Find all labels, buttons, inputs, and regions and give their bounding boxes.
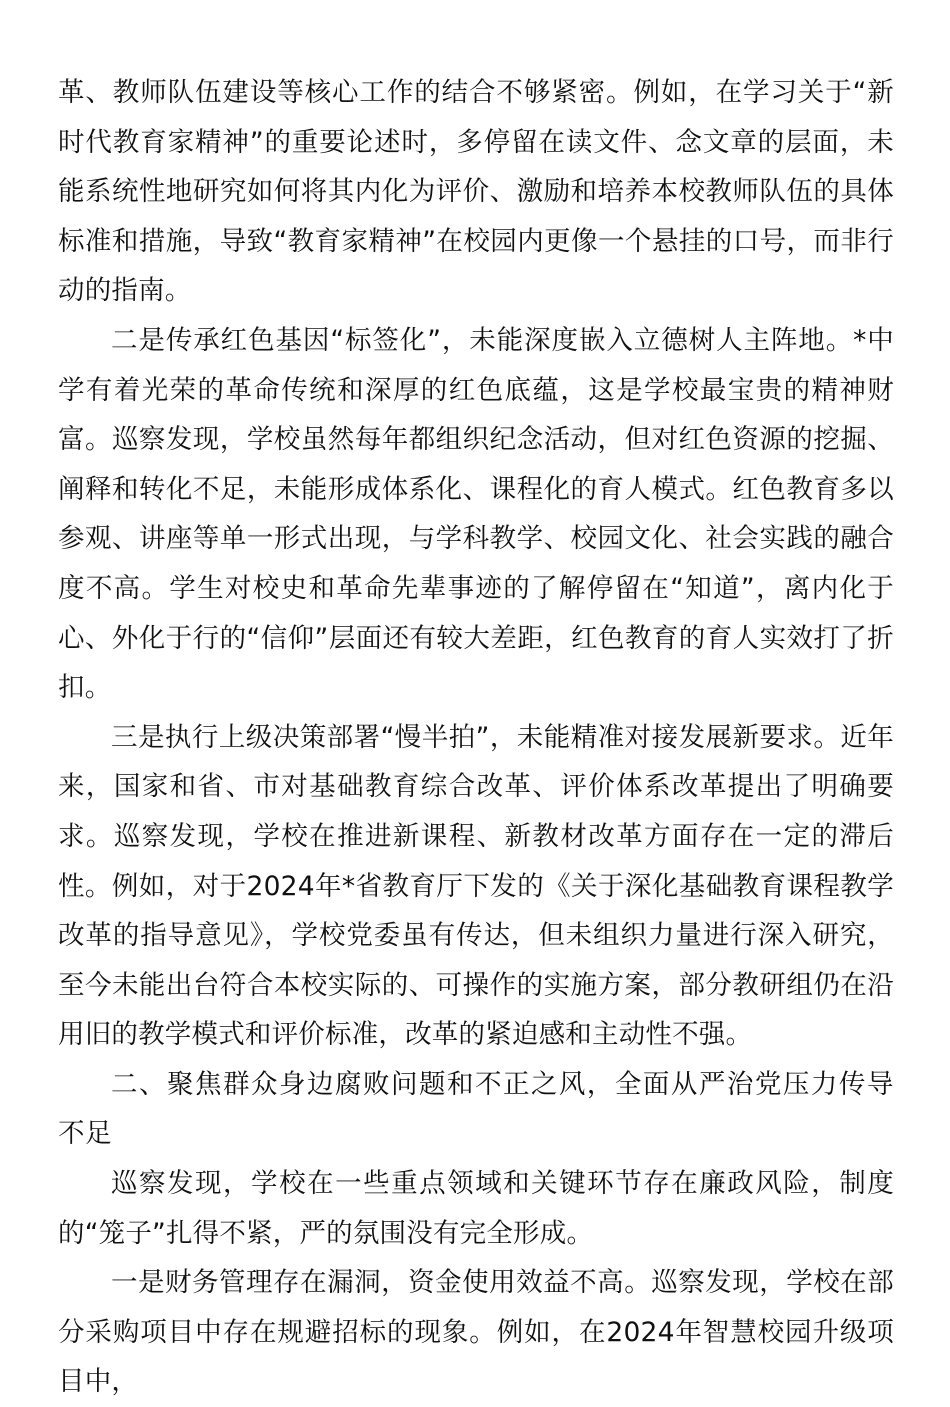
paragraph-financial-management: 一是财务管理存在漏洞，资金使用效益不高。巡察发现，学校在部分采购项目中存在规避招标的现象。例如，在2024年智慧校园升级项目中， [58, 1267, 894, 1398]
paragraph-inspection-finding: 巡察发现，学校在一些重点领域和关键环节存在廉政风险，制度的“笼子”扎得不紧，严的氛围没有完全形成。 [58, 1168, 894, 1249]
section-heading-corruption: 二、聚焦群众身边腐败问题和不正之风，全面从严治党压力传导不足 [58, 1068, 894, 1150]
document-body [58, 68, 894, 1407]
paragraph-red-gene: 二是传承红色基因“标签化”，未能深度嵌入立德树人主阵地。*中学有着光荣的革命传统和深厚的红色底蕴，这是学校最宝贵的精神财富。巡察发现，学校虽然每年都组织纪念活动，但对红色资源的挖掘、阐释和转化不足，未能形成体系化、课程化的育人模式。红色教育多以参观、讲座等单一形式出现，与学科教学、校园文化、社会实践的融合度不高。学生对校史和革命先辈事迹的了解停留在“知道”，离内化于心、外化于行的“信仰”层面还有较大差距，红色教育的育人实效打了折扣。 [58, 324, 894, 704]
paragraph-continuation: 革、教师队伍建设等核心工作的结合不够紧密。例如，在学习关于“新时代教育家精神”的重要论述时，多停留在读文件、念文章的层面，未能系统性地研究如何将其内化为评价、激励和培养本校教师队伍的具体标准和措施，导致“教育家精神”在校园内更像一个悬挂的口号，而非行动的指南。 [58, 77, 894, 307]
paragraph-policy-execution: 三是执行上级决策部署“慢半拍”，未能精准对接发展新要求。近年来，国家和省、市对基础教育综合改革、评价体系改革提出了明确要求。巡察发现，学校在推进新课程、新教材改革方面存在一定的滞后性。例如，对于2024年*省教育厅下发的《关于深化基础教育课程教学改革的指导意见》，学校党委虽有传达，但未组织力量进行深入研究，至今未能出台符合本校实际的、可操作的实施方案，部分教研组仍在沿用旧的教学模式和评价标准，改革的紧迫感和主动性不强。 [58, 721, 894, 1051]
